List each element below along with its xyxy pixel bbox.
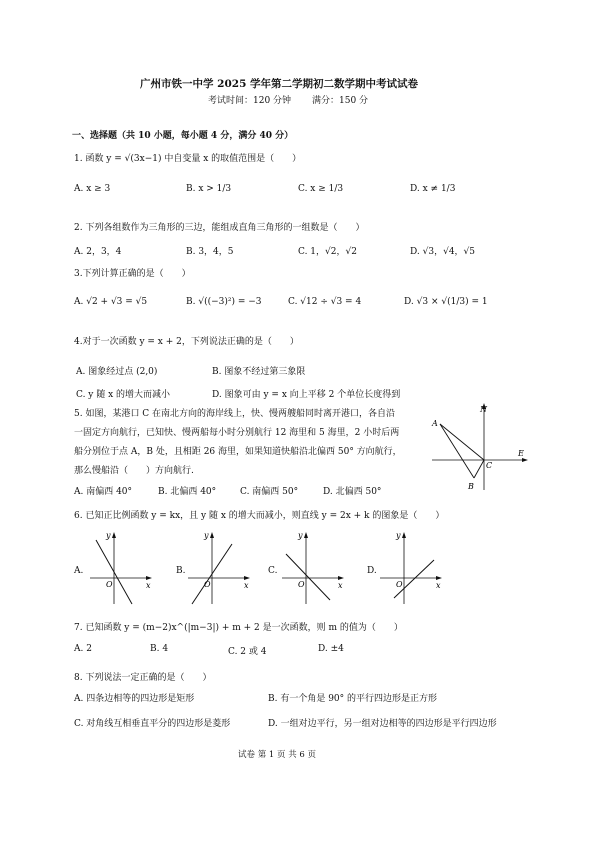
q4-option-a: A. 图象经过点 (2,0) <box>76 367 158 377</box>
question-7-stem: 7. 已知函数 y = (m−2)x^(|m−3|) + m + 2 是一次函数，则 m 的值为（ ） <box>74 623 403 633</box>
q5-option-a: A. 南偏西 40° <box>74 487 133 497</box>
x-arrow-icon <box>146 576 152 580</box>
x-arrow-icon <box>436 576 442 580</box>
x-arrow-icon <box>244 576 250 580</box>
q6-option-c-label: C. <box>268 566 278 576</box>
q8-option-d: D. 一组对边平行，另一组对边相等的四边形是平行四边形 <box>268 719 497 729</box>
exam-time: 考试时间：120 分钟 <box>208 96 292 106</box>
q5-option-c: C. 南偏西 50° <box>240 487 299 497</box>
paper-title: 广州市铁一中学 2025 学年第二学期初二数学期中考试试卷 <box>140 78 419 90</box>
origin-label: O <box>298 580 305 589</box>
segment-bc <box>474 460 484 478</box>
q6-graph-d <box>376 530 448 606</box>
y-label: y <box>298 531 303 540</box>
graph-line <box>394 560 434 598</box>
q7-option-c: C. 2 或 4 <box>228 647 267 657</box>
q7-option-b: B. 4 <box>150 644 169 654</box>
q4-option-d: D. 图象可由 y = x 向上平移 2 个单位长度得到 <box>212 390 401 400</box>
question-5-line-3: 船分别位于点 A，B 处，且相距 26 海里，如果知道快船沿北偏西 50° 方向航行， <box>74 447 402 457</box>
q3-option-b: B. √((−3)²) = −3 <box>186 297 262 307</box>
label-a: A <box>432 419 438 428</box>
label-n: N <box>480 405 487 414</box>
q8-option-a: A. 四条边相等的四边形是矩形 <box>74 694 195 704</box>
q8-option-b: B. 有一个角是 90° 的平行四边形是正方形 <box>268 694 438 704</box>
x-label: x <box>146 581 151 590</box>
question-3-stem: 3.下列计算正确的是（ ） <box>74 269 191 279</box>
q1-option-b: B. x > 1/3 <box>186 184 232 194</box>
y-arrow-icon <box>304 532 308 538</box>
origin-label: O <box>204 580 211 589</box>
y-arrow-icon <box>112 532 116 538</box>
q8-option-c: C. 对角线互相垂直平分的四边形是菱形 <box>74 719 231 729</box>
section-heading: 一、选择题（共 10 小题，每小题 4 分，满分 40 分） <box>72 131 294 141</box>
question-5-line-1: 5. 如图，某港口 C 在南北方向的海岸线上，快、慢两艘船同时离开港口，各自沿 <box>74 409 396 419</box>
q3-option-c: C. √12 ÷ √3 = 4 <box>288 297 362 307</box>
port-diagram <box>428 400 534 496</box>
q1-option-d: D. x ≠ 1/3 <box>410 184 456 194</box>
label-b: B <box>468 482 474 491</box>
segment-ab <box>440 424 474 478</box>
q7-option-a: A. 2 <box>74 644 92 654</box>
q4-option-c: C. y 随 x 的增大而减小 <box>76 390 171 400</box>
y-label: y <box>106 531 111 540</box>
q2-option-a: A. 2，3，4 <box>74 247 122 257</box>
question-6-stem: 6. 已知正比例函数 y = kx，且 y 随 x 的增大而减小，则直线 y = 2x + k 的图象是（ ） <box>74 511 445 521</box>
question-1-stem: 1. 函数 y = √(3x−1) 中自变量 x 的取值范围是（ ） <box>74 154 302 164</box>
q2-option-b: B. 3，4，5 <box>186 247 234 257</box>
x-arrow-icon <box>338 576 344 580</box>
question-5-line-4: 那么慢船沿（ ）方向航行. <box>74 466 194 476</box>
q7-option-d: D. ±4 <box>318 644 344 654</box>
q6-option-d-label: D. <box>367 566 377 576</box>
question-2-stem: 2. 下列各组数作为三角形的三边，能组成直角三角形的一组数是（ ） <box>74 223 365 233</box>
origin-label: O <box>106 580 113 589</box>
full-score: 满分：150 分 <box>312 96 369 106</box>
y-label: y <box>396 531 401 540</box>
question-5-line-2: 一固定方向航行，已知快、慢两船每小时分别航行 12 海里和 5 海里，2 小时后两 <box>74 428 400 438</box>
x-label: x <box>436 581 441 590</box>
q5-option-b: B. 北偏西 40° <box>158 487 217 497</box>
label-e: E <box>518 449 524 458</box>
q1-option-a: A. x ≥ 3 <box>74 184 111 194</box>
y-arrow-icon <box>402 532 406 538</box>
y-arrow-icon <box>210 532 214 538</box>
q5-option-d: D. 北偏西 50° <box>323 487 382 497</box>
q6-option-a-label: A. <box>74 566 84 576</box>
question-4-stem: 4.对于一次函数 y = x + 2，下列说法正确的是（ ） <box>74 337 299 347</box>
east-arrow-icon <box>522 458 528 462</box>
q6-graph-a <box>86 530 158 606</box>
x-label: x <box>338 581 343 590</box>
y-label: y <box>204 531 209 540</box>
q3-option-d: D. √3 × √(1/3) = 1 <box>404 297 488 307</box>
q1-option-c: C. x ≥ 1/3 <box>298 184 344 194</box>
x-label: x <box>244 581 249 590</box>
page-footer: 试卷 第 1 页 共 6 页 <box>238 750 317 760</box>
label-c: C <box>486 461 493 470</box>
q6-graph-c <box>278 530 350 606</box>
q2-option-c: C. 1，√2，√2 <box>298 247 357 257</box>
q3-option-a: A. √2 + √3 = √5 <box>74 297 148 307</box>
q6-graph-b <box>184 530 256 606</box>
q2-option-d: D. √3，√4，√5 <box>410 247 475 257</box>
graph-line <box>286 554 330 600</box>
origin-label: O <box>396 580 403 589</box>
segment-ac <box>440 424 484 460</box>
question-8-stem: 8. 下列说法一定正确的是（ ） <box>74 673 212 683</box>
q4-option-b: B. 图象不经过第三象限 <box>212 367 306 377</box>
q6-option-b-label: B. <box>176 566 186 576</box>
